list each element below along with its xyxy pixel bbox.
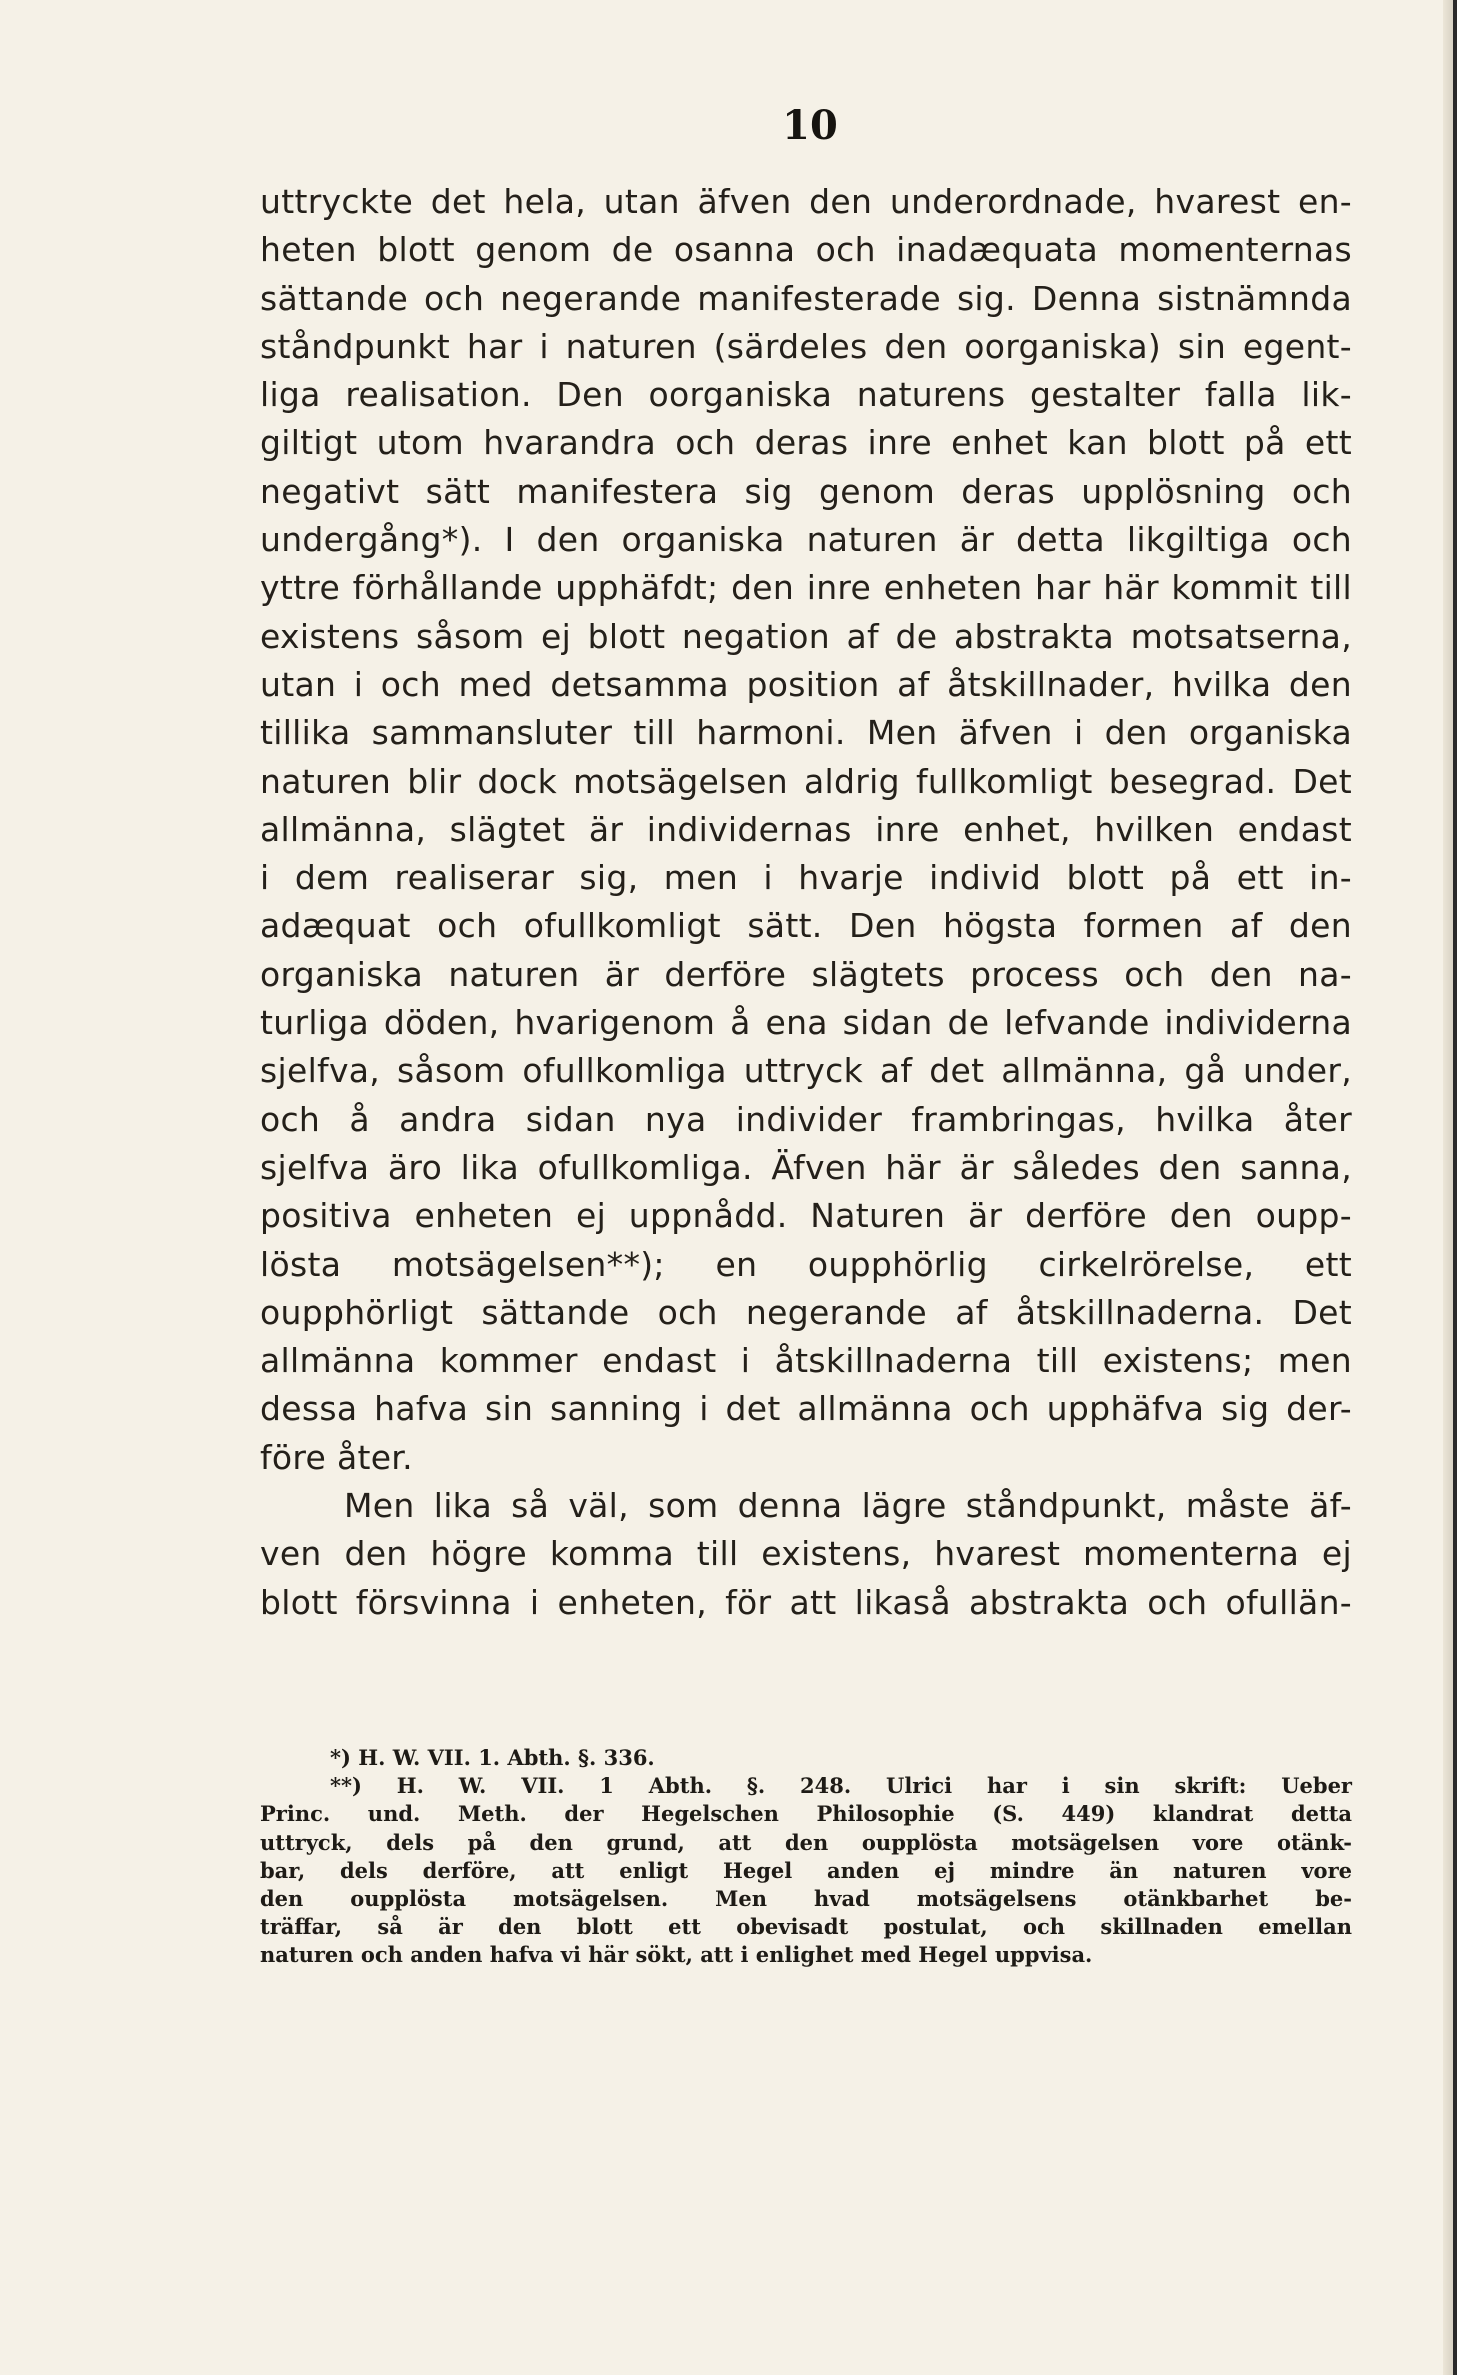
footnote-line: **) H. W. VII. 1 Abth. §. 248. Ulrici har i sin skrift: Ueber <box>330 1773 1352 1799</box>
text-line: sättande och negerande manifesterade sig. Denna sistnämnda <box>260 278 1352 318</box>
footnote-line: den oupplösta motsägelsen. Men hvad motsägelsens otänkbarhet be- <box>260 1885 1352 1911</box>
scan-border <box>1453 0 1457 2375</box>
text-line: allmänna, slägtet är individernas inre enhet, hvilken endast <box>260 809 1352 849</box>
text-line: utan i och med detsamma position af åtskillnader, hvilka den <box>260 664 1352 704</box>
text-line: ståndpunkt har i naturen (särdeles den oorganiska) sin egent- <box>260 326 1352 366</box>
text-line: ven den högre komma till existens, hvarest momenterna ej <box>260 1534 1352 1574</box>
text-line: dessa hafva sin sanning i det allmänna och upphäfva sig der- <box>260 1389 1352 1429</box>
text-line: lösta motsägelsen**); en oupphörlig cirkelrörelse, ett <box>260 1244 1352 1284</box>
text-line: existens såsom ej blott negation af de abstrakta motsatserna, <box>260 616 1352 656</box>
text-line: positiva enheten ej uppnådd. Naturen är derföre den oupp- <box>260 1196 1352 1236</box>
text-line: före åter. <box>260 1437 413 1477</box>
text-line: undergång*). I den organiska naturen är detta likgiltiga och <box>260 520 1352 560</box>
footnote-line: Princ. und. Meth. der Hegelschen Philosophie (S. 449) klandrat detta <box>260 1801 1352 1827</box>
text-line: oupphörligt sättande och negerande af åtskillnaderna. Det <box>260 1292 1352 1332</box>
body-text <box>260 178 1352 1627</box>
text-line: uttryckte det hela, utan äfven den underordnade, hvarest en- <box>260 182 1352 221</box>
text-line: tillika sammansluter till harmoni. Men äfven i den organiska <box>260 713 1352 753</box>
page-edge <box>1443 0 1453 2375</box>
text-line: turliga döden, hvarigenom å ena sidan de lefvande individerna <box>260 1003 1352 1043</box>
text-line: naturen blir dock motsägelsen aldrig fullkomligt besegrad. Det <box>260 761 1352 801</box>
footnote-line: bar, dels derföre, att enligt Hegel anden ej mindre än naturen vore <box>260 1857 1352 1883</box>
text-line: sjelfva äro lika ofullkomliga. Äfven här är således den sanna, <box>260 1147 1352 1187</box>
footnote-line: träffar, så är den blott ett obevisadt postulat, och skillnaden emellan <box>260 1914 1352 1940</box>
text-line: giltigt utom hvarandra och deras inre enhet kan blott på ett <box>260 423 1352 463</box>
text-line: Men lika så väl, som denna lägre ståndpunkt, måste äf- <box>344 1486 1352 1526</box>
footnotes <box>260 1744 1352 1970</box>
text-line: negativt sätt manifestera sig genom deras upplösning och <box>260 471 1352 511</box>
text-line: adæquat och ofullkomligt sätt. Den högsta formen af den <box>260 906 1352 946</box>
page-number: 10 <box>782 102 838 149</box>
text-line: allmänna kommer endast i åtskillnaderna till existens; men <box>260 1341 1352 1381</box>
footnote-line: uttryck, dels på den grund, att den oupplösta motsägelsen vore otänk- <box>260 1829 1352 1855</box>
text-line: i dem realiserar sig, men i hvarje individ blott på ett in- <box>260 858 1352 898</box>
text-line: sjelfva, såsom ofullkomliga uttryck af det allmänna, gå under, <box>260 1051 1352 1091</box>
footnote-line: *) H. W. VII. 1. Abth. §. 336. <box>330 1745 655 1770</box>
text-line: organiska naturen är derföre slägtets process och den na- <box>260 954 1352 994</box>
text-line: yttre förhållande upphäfdt; den inre enheten har här kommit till <box>260 568 1352 608</box>
text-line: heten blott genom de osanna och inadæquata momenternas <box>260 230 1352 270</box>
footnote-line: naturen och anden hafva vi här sökt, att i enlighet med Hegel uppvisa. <box>260 1942 1093 1968</box>
text-line: liga realisation. Den oorganiska naturens gestalter falla lik- <box>260 375 1352 415</box>
text-line: och å andra sidan nya individer frambringas, hvilka åter <box>260 1099 1352 1139</box>
text-line: blott försvinna i enheten, för att likaså abstrakta och ofullän- <box>260 1582 1352 1622</box>
